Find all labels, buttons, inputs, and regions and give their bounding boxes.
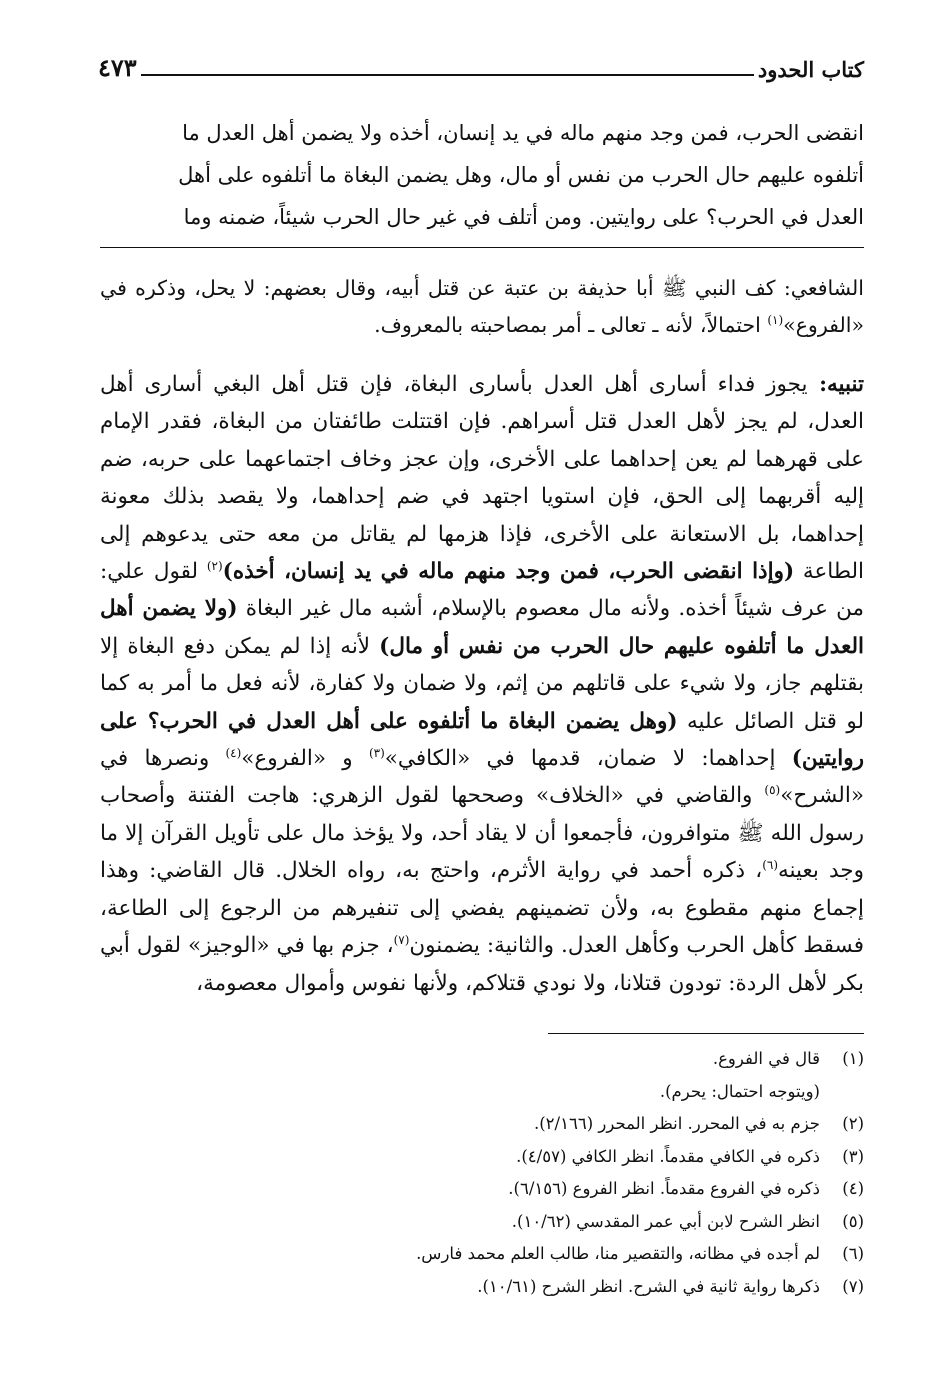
page-header — [98, 52, 864, 82]
matn-separator — [100, 247, 864, 248]
page-number: ٤٧٣ — [98, 53, 137, 82]
footnote-ref: (٢) — [206, 558, 223, 573]
footnote — [100, 1043, 864, 1076]
matn-text — [100, 112, 864, 238]
footnote-ref: (٧) — [393, 932, 410, 947]
footnote-ref: (٣) — [368, 745, 385, 760]
footnote-text: ذكره في الكافي مقدماً. انظر الكافي (٤/٥٧). — [516, 1146, 820, 1166]
footnote-text: (ويتوجه احتمال: يحرم). — [659, 1081, 820, 1101]
footnote — [100, 1206, 864, 1239]
commentary-text: لأنه إذا لم يمكن دفع البغاة إلا بقتلهم جاز، ولا شيء على قاتلهم من إثم، ولا ضمان ولا كفارة، لأنه فعل ما أمر به كما لو قتل الصائل عليه — [100, 633, 864, 734]
footnote-separator — [548, 1033, 864, 1034]
commentary-text: يجوز فداء أسارى أهل العدل بأسارى البغاة، فإن قتل أهل البغي أسارى أهل العدل، لم يجز لأهل العدل قتل أسراهم. فإن اقتتلت طائفتان من البغاة، فقدر الإمام على قهرهما لم يعن إحداهما على الأخرى، وإن عجز وخاف اجتماعهما على حربه، ضم إليه أقربهما إلى الحق، فإن استويا اجتهد في ضم إحداهما، ولا يقصد بذلك معونة إحداهما، بل الاستعانة على الأخرى، فإذا هزمها لم يقاتل من معه حتى يدعوهم إلى الطاعة — [100, 372, 865, 585]
quoted-matn: (وهل يضمن البغاة ما أتلفوه على أهل العدل في الحرب؟ على روايتين) — [100, 708, 864, 772]
footnote-number: (٤) — [842, 1179, 864, 1198]
matn-line: أتلفوه عليهم حال الحرب من نفس أو مال، وهل يضمن البغاة ما أتلفوه على أهل — [178, 163, 864, 187]
footnote-text: جزم به في المحرر. انظر المحرر (٢/١٦٦). — [533, 1114, 820, 1133]
commentary-text: والقاضي في «الخلاف» وصححها لقول الزهري: هاجت الفتنة وأصحاب رسول الله ﷺ متوافرون، فأجمعوا أن لا يقاد أحد، ولا يؤخذ مال على تأويل القرآن إلا ما وجد بعينه — [100, 783, 864, 884]
commentary-text: إحداهما: لا ضمان، قدمها في «الكافي» — [384, 746, 792, 772]
running-title: كتاب الحدود — [757, 57, 864, 82]
footnote-number: (٦) — [842, 1244, 864, 1263]
footnote-text: لم أجده في مظانه، والتقصير منا، طالب العلم محمد فارس. — [416, 1244, 820, 1263]
commentary-text: لقول علي: من عرف شيئاً أخذه. ولأنه مال معصوم بالإسلام، أشبه مال غير البغاة — [100, 559, 864, 622]
commentary-text: ، جزم بها في «الوجيز» لقول أبي بكر لأهل الردة: تودون قتلانا، ولا نودي قتلاكم، ولأنها نفوس وأموال معصومة، — [100, 933, 864, 996]
footnotes — [100, 1043, 864, 1303]
footnote-number — [820, 1076, 864, 1109]
footnote — [100, 1238, 864, 1271]
commentary-continuation — [100, 270, 864, 344]
commentary-text: ونصرها في «الشرح» — [100, 746, 864, 809]
matn-line: العدل في الحرب؟ على روايتين. ومن أتلف في غير حال الحرب شيئاً، ضمنه وما — [183, 205, 864, 229]
footnote-text: ذكره في الفروع مقدماً. انظر الفروع (٦/١٥٦). — [508, 1179, 820, 1198]
footnote — [100, 1108, 864, 1141]
header-rule — [141, 74, 754, 76]
commentary-text: الشافعي: كف النبي ﷺ أبا حذيفة بن عتبة عن قتل أبيه، وقال بعضهم: لا يحل، وذكره في «الفروع» — [100, 276, 864, 337]
footnote-ref: (١) — [767, 313, 784, 328]
quoted-matn: (وإذا انقضى الحرب، فمن وجد منهم ماله في يد إنسان، أخذه) — [222, 559, 795, 585]
commentary-text: ، ذكره أحمد في رواية الأثرم، واحتج به، رواه الخلال. قال القاضي: وهذا إجماع منهم مقطوع به، ولأن تضمينهم يفضي إلى تنفيرهم من الرجوع إلى الطاعة، فسقط كأهل الحرب وكأهل العدل. والثانية: يضمنون — [100, 858, 864, 959]
commentary-text: و «الفروع» — [241, 746, 369, 772]
footnote — [100, 1173, 864, 1206]
footnote — [100, 1141, 864, 1174]
footnote-number: (٧) — [842, 1276, 864, 1296]
commentary-paragraph — [100, 366, 864, 1002]
footnote-number: (٢) — [842, 1114, 864, 1133]
footnote-number: (١) — [842, 1049, 864, 1068]
note-label: تنبيه: — [807, 372, 864, 397]
footnote-ref: (٦) — [762, 858, 779, 873]
footnote — [100, 1271, 864, 1304]
footnote-ref: (٥) — [764, 783, 781, 798]
footnote-text: ذكرها رواية ثانية في الشرح. انظر الشرح (١٠/٦١). — [477, 1276, 820, 1296]
matn-line: انقضى الحرب، فمن وجد منهم ماله في يد إنسان، أخذه ولا يضمن أهل العدل ما — [182, 121, 864, 145]
quoted-matn: (ولا يضمن أهل العدل ما أتلفوه عليهم حال الحرب من نفس أو مال) — [100, 596, 864, 659]
footnote-text: قال في الفروع. — [712, 1049, 820, 1068]
footnote-number: (٣) — [842, 1146, 864, 1166]
commentary-text: احتمالاً، لأنه ـ تعالى ـ أمر بمصاحبته بالمعروف. — [374, 313, 768, 337]
footnote-number: (٥) — [842, 1211, 864, 1231]
footnote-text: انظر الشرح لابن أبي عمر المقدسي (١٠/٦٢). — [511, 1211, 820, 1231]
footnote — [100, 1076, 864, 1109]
footnote-ref: (٤) — [225, 745, 242, 760]
